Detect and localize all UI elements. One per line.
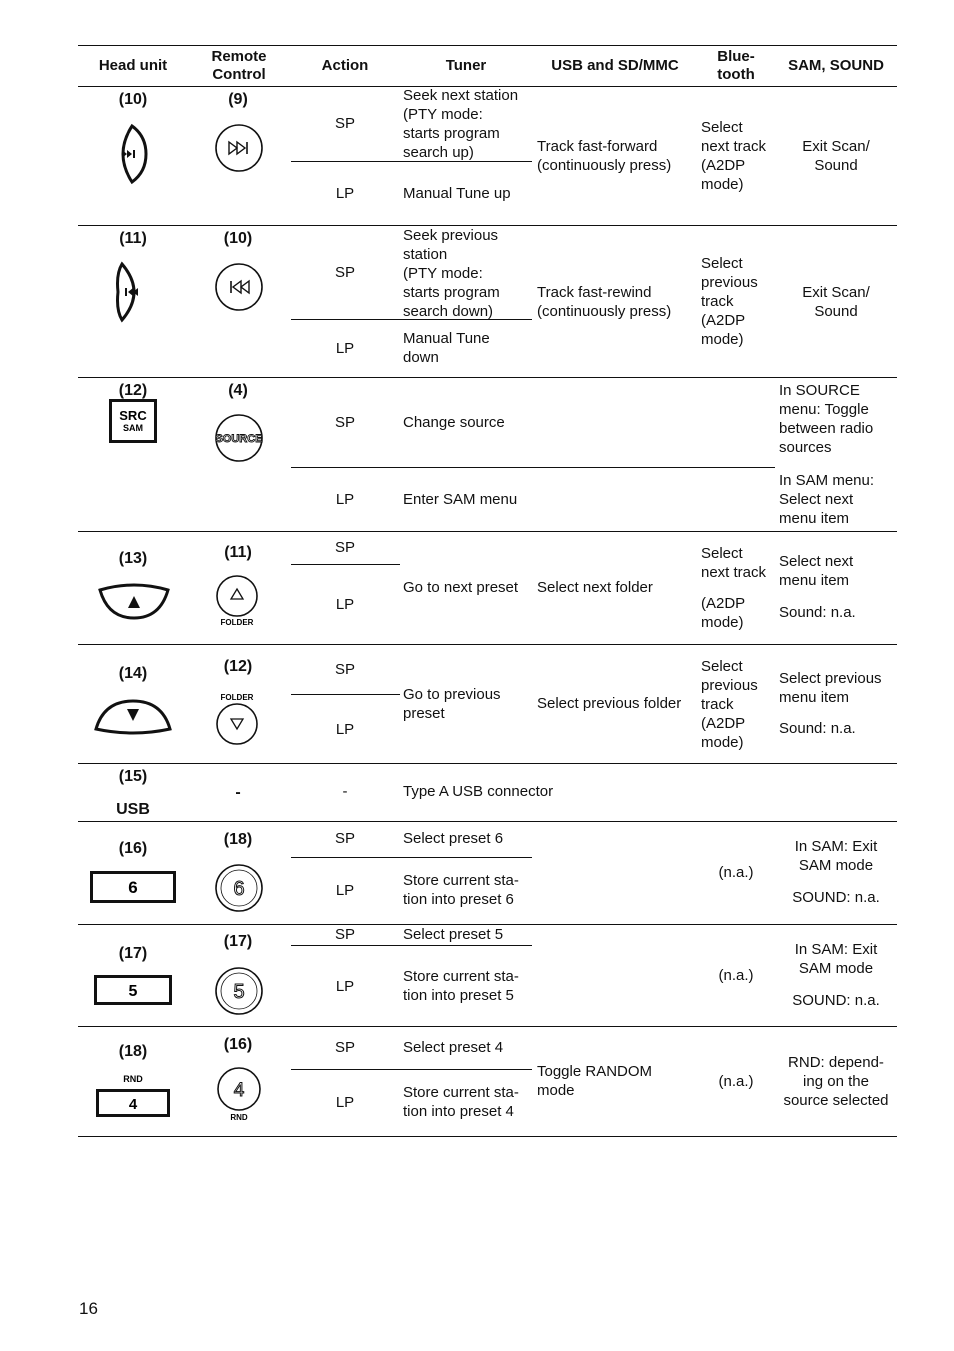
head-unit-number: (11)	[119, 230, 147, 247]
bluetooth-text: Select next track (A2DP mode)	[701, 119, 767, 193]
next-track-head-unit-icon	[112, 124, 152, 184]
remote-preset-4-rnd-icon	[214, 1066, 264, 1122]
sam-sound-text: RND: depend- ing on the source selected	[783, 1054, 889, 1109]
action-lp: LP	[335, 978, 355, 995]
sp-lp-divider	[291, 467, 775, 468]
remote-folder-down-icon	[214, 689, 264, 747]
preset-digit: 6	[128, 878, 138, 897]
sam-label: SAM	[123, 423, 143, 433]
tuner-sp-text: Select preset 5	[403, 926, 504, 943]
src-label: SRC	[119, 408, 147, 423]
row-divider	[78, 377, 897, 378]
bluetooth-text: Select previous track (A2DP mode)	[701, 658, 758, 751]
remote-number: (11)	[224, 544, 252, 561]
sp-lp-divider	[291, 857, 532, 858]
row-divider	[78, 644, 897, 645]
sam-sound-text-2: Sound: n.a.	[779, 604, 856, 621]
header-action: Action	[321, 57, 369, 74]
remote-preset-5-icon	[214, 966, 264, 1016]
preset-6-head-unit-icon	[90, 871, 176, 903]
sam-lp-text: In SAM menu: Select next menu item	[779, 472, 875, 527]
folder-label: FOLDER	[220, 693, 254, 702]
row-divider	[78, 821, 897, 822]
remote-previous-track-icon	[214, 262, 264, 312]
tuner-sp-text: Select preset 6	[403, 830, 504, 847]
remote-next-track-icon	[214, 123, 264, 173]
source-label: SOURCE	[215, 433, 263, 445]
tuner-text: Type A USB connector	[403, 783, 554, 800]
rnd-label: RND	[230, 1113, 248, 1122]
sp-lp-divider	[291, 1069, 532, 1070]
action-sp: SP	[334, 539, 355, 556]
preset-digit: 5	[128, 983, 138, 1000]
preset-5-head-unit-icon	[94, 975, 172, 1005]
action-sp: SP	[334, 115, 355, 132]
action-lp: LP	[335, 882, 355, 899]
usb-text: Track fast-forward (continuously press)	[537, 138, 672, 174]
up-arrow-head-unit-icon	[98, 584, 170, 622]
action-sp: SP	[334, 414, 355, 431]
sam-sound-text: In SAM: Exit SAM mode	[794, 941, 878, 977]
usb-text: Track fast-rewind (continuously press)	[537, 284, 672, 320]
sam-sound-text-2: SOUND: n.a.	[792, 992, 880, 1009]
tuner-lp-text: Manual Tune down	[403, 330, 490, 366]
action-lp: LP	[335, 185, 355, 202]
table-top-rule	[78, 45, 897, 46]
header-usb: USB and SD/MMC	[551, 57, 679, 74]
sam-sound-text-2: Sound: n.a.	[779, 720, 856, 737]
action-lp: LP	[335, 721, 355, 738]
header-tuner: Tuner	[445, 57, 487, 74]
head-unit-number: (18)	[118, 1043, 148, 1060]
action-text: -	[342, 783, 348, 800]
sp-lp-divider	[291, 694, 400, 695]
row-divider	[78, 531, 897, 532]
remote-number: (12)	[223, 658, 253, 675]
tuner-sp-text: Change source	[403, 414, 505, 431]
previous-track-head-unit-icon	[112, 262, 152, 322]
sam-sound-text: In SAM: Exit SAM mode	[794, 838, 878, 874]
preset-digit: 5	[233, 981, 245, 1003]
action-lp: LP	[335, 340, 355, 357]
header-sam-sound: SAM, SOUND	[788, 57, 884, 74]
usb-text: Toggle RANDOM mode	[537, 1063, 653, 1099]
bluetooth-text: Select previous track (A2DP mode)	[701, 255, 758, 348]
sp-lp-divider	[291, 564, 400, 565]
sp-lp-divider	[291, 945, 532, 946]
action-sp: SP	[334, 830, 355, 847]
folder-label: FOLDER	[220, 618, 254, 627]
row-divider	[78, 1026, 897, 1027]
sam-sound-text: Exit Scan/ Sound	[802, 284, 870, 320]
head-unit-number: (13)	[118, 550, 148, 567]
sam-sound-text: Select next menu item	[779, 553, 854, 589]
head-unit-number: (12)	[118, 382, 148, 399]
remote-number: (17)	[223, 933, 253, 950]
action-sp: SP	[334, 661, 355, 678]
sam-sound-text: Select previous menu item	[779, 670, 882, 706]
row-divider	[78, 763, 897, 764]
sam-sound-text: Exit Scan/ Sound	[802, 138, 870, 174]
bluetooth-text: Select next track	[701, 545, 767, 581]
head-unit-number: (14)	[118, 665, 148, 682]
page-number: 16	[79, 1299, 98, 1318]
sam-sound-text-2: SOUND: n.a.	[792, 889, 880, 906]
preset-digit: 4	[128, 1096, 138, 1113]
head-unit-number: (16)	[118, 840, 148, 857]
action-lp: LP	[335, 596, 355, 613]
src-sam-button-icon	[109, 399, 157, 443]
tuner-sp-text: Seek next station (PTY mode: starts program search up)	[403, 87, 519, 161]
head-unit-number: (17)	[118, 945, 148, 962]
header-remote-control: Remote Control	[211, 48, 267, 83]
preset-digit: 6	[233, 878, 245, 900]
table-bottom-rule	[78, 1136, 897, 1137]
usb-text: Select previous folder	[537, 695, 682, 712]
tuner-lp-text: Store current sta- tion into preset 5	[403, 968, 519, 1004]
remote-number: (18)	[223, 831, 253, 848]
action-sp: SP	[334, 264, 355, 281]
bluetooth-text: (n.a.)	[718, 864, 754, 881]
remote-number: (10)	[223, 230, 253, 247]
action-sp: SP	[334, 926, 355, 943]
bluetooth-text-2: (A2DP mode)	[701, 595, 746, 631]
head-unit-number: (15)	[118, 768, 148, 785]
sam-sp-text: In SOURCE menu: Toggle between radio sources	[779, 382, 874, 456]
down-arrow-head-unit-icon	[94, 697, 172, 737]
head-unit-number: (10)	[118, 91, 148, 108]
remote-folder-up-icon	[214, 574, 264, 628]
action-sp: SP	[334, 1039, 355, 1056]
remote-number: -	[235, 784, 241, 801]
remote-source-button-icon	[214, 413, 264, 463]
rnd-label: RND	[123, 1074, 143, 1084]
tuner-lp-text: Enter SAM menu	[403, 491, 518, 508]
tuner-lp-text: Store current sta- tion into preset 6	[403, 872, 519, 908]
preset-4-rnd-head-unit-icon	[96, 1072, 170, 1118]
usb-text: Select next folder	[537, 579, 653, 596]
preset-digit: 4	[233, 1080, 245, 1101]
tuner-sp-text: Select preset 4	[403, 1039, 504, 1056]
remote-number: (4)	[228, 382, 248, 399]
tuner-sp-text: Seek previous station (PTY mode: starts program search down)	[403, 227, 500, 320]
action-lp: LP	[335, 1094, 355, 1111]
remote-preset-6-icon	[214, 863, 264, 913]
header-bluetooth: Blue- tooth	[717, 48, 755, 83]
remote-number: (16)	[223, 1036, 253, 1053]
tuner-text: Go to previous preset	[403, 686, 501, 722]
bluetooth-text: (n.a.)	[718, 967, 754, 984]
head-unit-usb-label: USB	[116, 801, 150, 818]
tuner-text: Go to next preset	[403, 579, 519, 596]
action-lp: LP	[335, 491, 355, 508]
tuner-lp-text: Store current sta- tion into preset 4	[403, 1084, 519, 1120]
header-head-unit: Head unit	[98, 57, 168, 74]
remote-number: (9)	[228, 91, 248, 108]
bluetooth-text: (n.a.)	[718, 1073, 754, 1090]
tuner-lp-text: Manual Tune up	[403, 185, 511, 202]
